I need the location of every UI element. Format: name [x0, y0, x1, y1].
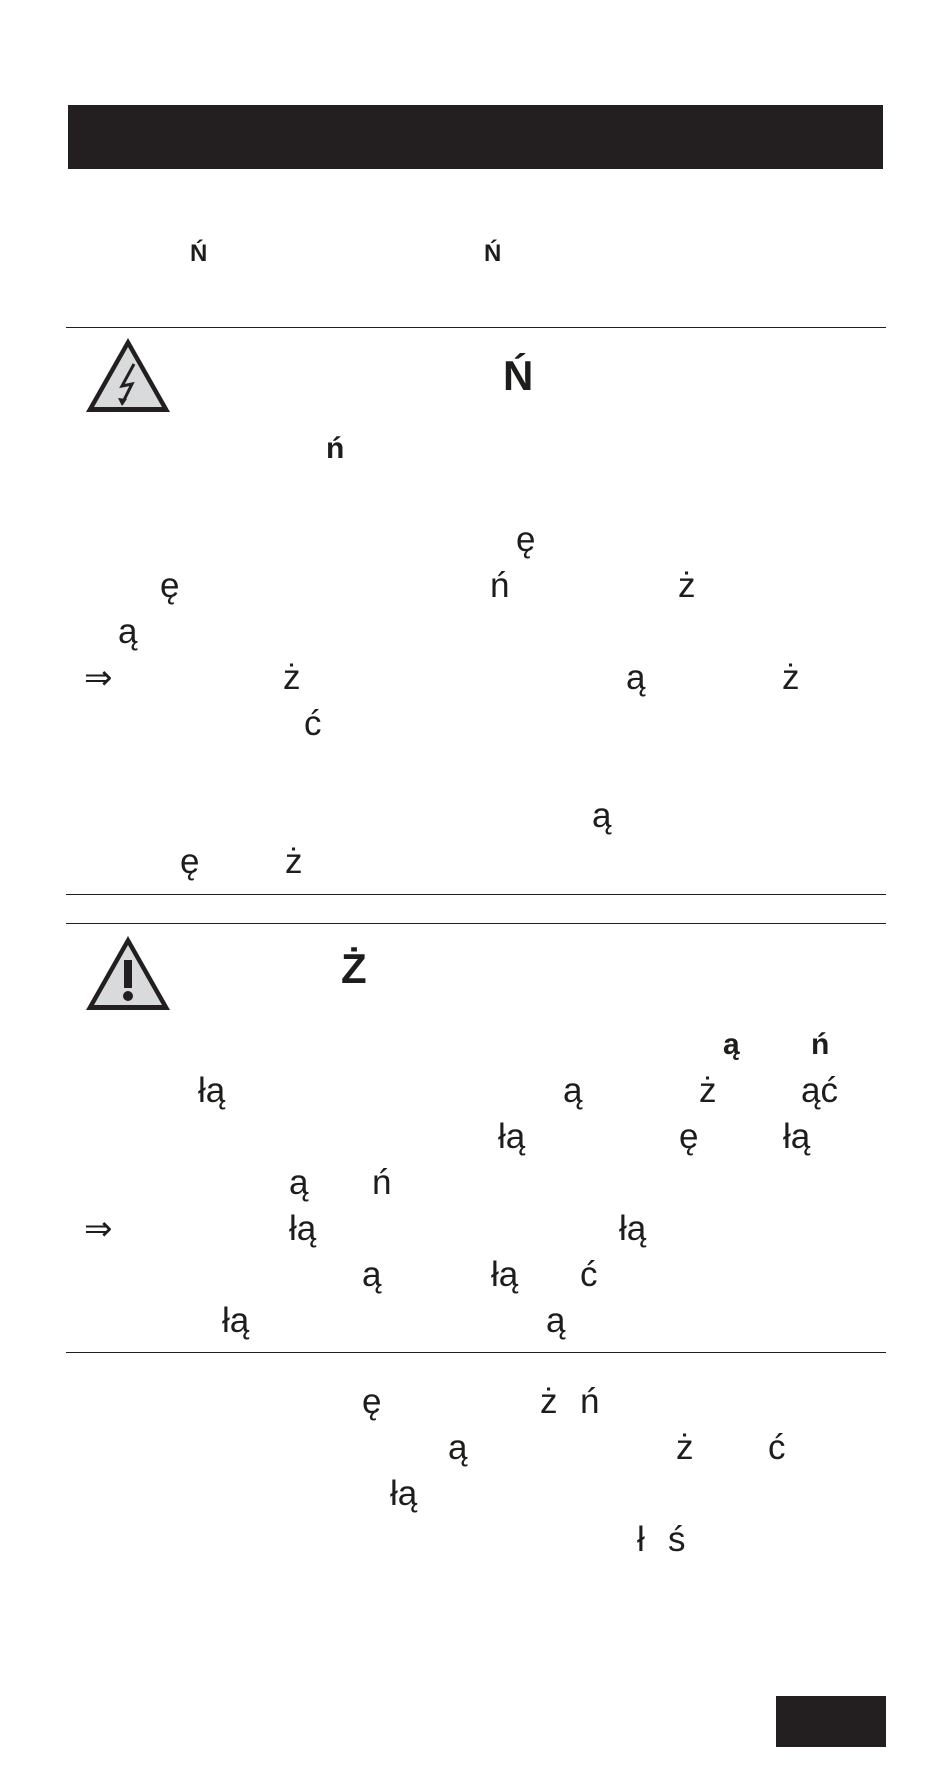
warning-body-glyph: łą — [198, 1071, 226, 1110]
danger-arrow-glyph: ć — [304, 704, 322, 743]
warning-arrow-glyph: ć — [580, 1255, 598, 1294]
warning-body-glyph: ą — [289, 1163, 309, 1202]
divider-warning-end — [66, 1352, 886, 1353]
danger-tail-glyph: ż — [285, 842, 303, 881]
closing-glyph: ę — [362, 1382, 382, 1421]
warning-arrow-glyph: łą — [619, 1209, 647, 1248]
warning-arrow-glyph: łą — [222, 1301, 250, 1340]
danger-title-glyph: Ń — [503, 352, 534, 399]
closing-glyph: ć — [768, 1428, 786, 1467]
warning-bold-glyph: ń — [811, 1028, 830, 1061]
warning-body-glyph: ę — [679, 1117, 699, 1156]
header-bar — [68, 105, 883, 169]
warning-arrow-glyph: łą — [289, 1209, 317, 1248]
divider-danger-end — [66, 894, 886, 895]
electric-hazard-warning-icon — [82, 334, 174, 416]
warning-body-glyph: ą — [563, 1071, 583, 1110]
closing-glyph: ś — [668, 1520, 686, 1559]
closing-glyph: ą — [448, 1428, 468, 1467]
danger-body-glyph: ę — [516, 520, 536, 559]
danger-arrow-glyph: ą — [626, 658, 646, 697]
warning-body-glyph: łą — [783, 1117, 811, 1156]
page-number-tab — [776, 1696, 886, 1747]
closing-glyph: ń — [580, 1382, 600, 1421]
warning-body-glyph: łą — [498, 1117, 526, 1156]
danger-tail-glyph: ę — [180, 842, 200, 881]
intro-glyph-2: Ń — [484, 240, 502, 267]
warning-arrow-glyph: ą — [362, 1255, 382, 1294]
divider-warning-start — [66, 923, 886, 924]
danger-arrow: ⇒ — [84, 658, 113, 698]
warning-arrow-glyph: łą — [491, 1255, 519, 1294]
warning-body-glyph: ń — [372, 1163, 392, 1202]
danger-body-glyph: ż — [678, 566, 696, 605]
danger-body-glyph: ę — [160, 566, 180, 605]
closing-glyph: ż — [676, 1428, 694, 1467]
closing-glyph: ł — [637, 1520, 645, 1559]
danger-subtitle-glyph: ń — [326, 432, 345, 465]
warning-bold-glyph: ą — [723, 1028, 740, 1061]
closing-glyph: łą — [390, 1474, 418, 1513]
warning-title-glyph: Ż — [341, 945, 367, 992]
divider-top — [66, 327, 886, 328]
warning-body-glyph: ąć — [801, 1071, 838, 1110]
warning-arrow: ⇒ — [84, 1209, 113, 1249]
closing-glyph: ż — [540, 1382, 558, 1421]
danger-tail-glyph: ą — [592, 796, 612, 835]
warning-arrow-glyph: ą — [546, 1301, 566, 1340]
exclamation-warning-icon — [82, 932, 174, 1014]
intro-glyph-1: Ń — [190, 240, 208, 267]
danger-body-glyph: ą — [118, 612, 138, 651]
danger-body-glyph: ń — [490, 566, 510, 605]
danger-arrow-glyph: ż — [782, 658, 800, 697]
warning-body-glyph: ż — [699, 1071, 717, 1110]
danger-arrow-glyph: ż — [283, 658, 301, 697]
